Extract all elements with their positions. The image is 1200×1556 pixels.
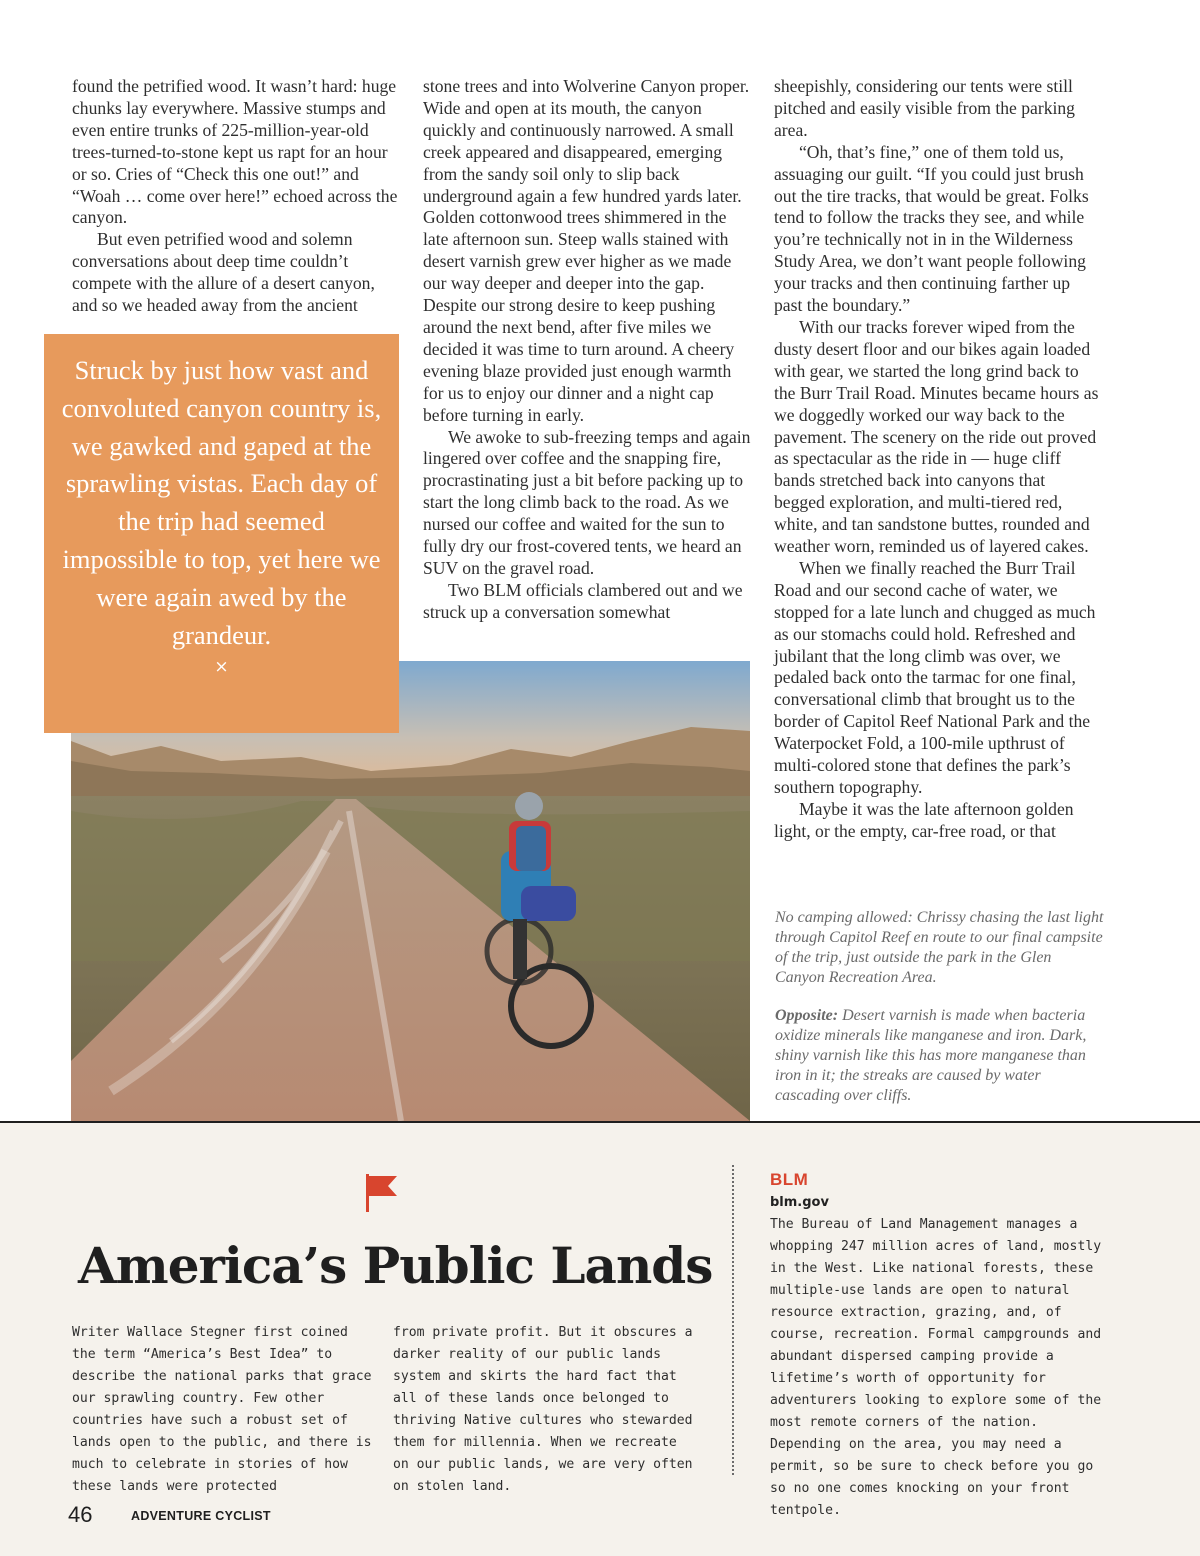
blm-heading: BLM (770, 1170, 809, 1189)
photo-captions (775, 908, 1105, 1124)
caption-main: No camping allowed: Chrissy chasing the last light through Capitol Reef en route to our final campsite of the trip, just outside the park in the Glen Canyon Recreation Area. (775, 909, 1104, 986)
sidebar-column-1 (72, 1322, 377, 1498)
article-column-3 (774, 76, 1100, 843)
paragraph: When we finally reached the Burr Trail Road and our second cache of water, we stopped for a late lunch and chugged as much as our stomachs could hold. Refreshed and jubilant that the long climb was over, we pedaled back onto the tarmac for one final, conversational climb that brought us to the border of Capitol Reef National Park and the Waterpocket Fold, a 100-mile upthrust of multi-colored stone that defines the park’s southern topography. (774, 557, 1096, 797)
blm-description: The Bureau of Land Management manages a whopping 247 million acres of land, mostly in the West. Like national forests, these multiple-use lands are open to natural resource extraction, grazing, and, of course, recreation. Formal campgrounds and abundant dispersed camping provide a lifetime’s worth of opportunity for adventurers looking to explore some of the most remote corners of the nation. Depending on the area, you may need a permit, so be sure to check before you go so no one comes knocking on your front tentpole. (770, 1217, 1102, 1518)
caption-text: Desert varnish is made when bacteria oxidize minerals like manganese and iron. Dark, shiny varnish like this has more manganese than iron in it; the streaks are caused by water cascading over cliffs. (775, 1007, 1087, 1104)
close-icon: × (214, 657, 229, 678)
paragraph: stone trees and into Wolverine Canyon proper. Wide and open at its mouth, the canyon quickly and continuously narrowed. A small creek appeared and disappeared, emerging from the sandy soil only to slip back underground again a few hundred yards later. Golden cottonwood trees shimmered in the late afternoon sun. Steep walls stained with desert varnish grew ever higher as we made our way deeper and deeper into the gap. Despite our strong desire to keep pushing around the next bend, after five miles we decided it was time to turn around. A cheery evening blaze provided just enough warmth for us to enjoy our dinner and a night cap before turning in early. (423, 76, 750, 425)
sidebar-title: America’s Public Lands (78, 1236, 713, 1295)
dotted-divider (732, 1165, 734, 1475)
paragraph: “Oh, that’s fine,” one of them told us, assuaging our guilt. “If you could just brush out the tire tracks, that would be great. Folks tend to follow the tracks they see, and while you’re technically not in in the Wilderness Study Area, we don’t want people following your tracks and then continuing farther up past the boundary.” (774, 141, 1089, 316)
flag-icon (364, 1172, 400, 1214)
pull-quote (44, 334, 399, 733)
page-number: 46 (68, 1502, 93, 1527)
paragraph: sheepishly, considering our tents were still pitched and easily visible from the parking area. (774, 76, 1075, 140)
magazine-name: ADVENTURE CYCLIST (131, 1509, 271, 1523)
pull-quote-text: Struck by just how vast and convoluted canyon country is, we gawked and gaped at the sprawling vistas. Each day of the trip had seemed impossible to top, yet here we were again awed by the grandeur. (61, 355, 382, 650)
paragraph: With our tracks forever wiped from the dusty desert floor and our bikes again loaded with gear, we started the long grind back to the Burr Trail Road. Minutes became hours as we doggedly worked our way back to the pavement. The scenery on the ride out proved as spectacular as the ride in — huge cliff bands stretched back into canyons that begged exploration, and multi-tiered red, white, and tan sandstone buttes, rounded and weather worn, reminded us of layered cakes. (774, 316, 1099, 557)
article-column-2 (423, 76, 751, 624)
caption-label: Opposite: (775, 1007, 839, 1024)
paragraph: found the petrified wood. It wasn’t hard: huge chunks lay everywhere. Massive stumps and even entire trunks of 225-million-year-old trees-turned-to-stone kept us rapt for an hour or so. Cries of “Check this one out!” and “Woah … come over here!” echoed across the canyon. (72, 76, 398, 228)
paragraph: But even petrified wood and solemn conversations about deep time couldn’t compete with the allure of a desert canyon, and so we headed away from the ancient (72, 229, 375, 316)
paragraph: Maybe it was the late afternoon golden light, or the empty, car-free road, or that (774, 798, 1074, 841)
sidebar-column-2 (393, 1322, 698, 1498)
caption-opposite (775, 1006, 1105, 1106)
paragraph: Writer Wallace Stegner first coined the term “America’s Best Idea” to describe the national parks that grace our sprawling country. Few other countries have such a robust set of lands open to the public, and there is much to celebrate in stories of how these lands were protected (72, 1325, 372, 1494)
paragraph: We awoke to sub-freezing temps and again lingered over coffee and the snapping fire, procrastinating just a bit before packing up to start the long climb back to the road. As we nursed our coffee and waited for the sun to fully dry our frost-covered tents, we heard an SUV on the gravel road. (423, 426, 751, 578)
blm-url: blm.gov (770, 1195, 829, 1210)
blm-entry (770, 1168, 1110, 1522)
paragraph: Two BLM officials clambered out and we struck up a conversation somewhat (423, 579, 743, 622)
article-column-1 (72, 76, 398, 317)
paragraph: from private profit. But it obscures a darker reality of our public lands system and skirts the hard fact that all of these lands once belonged to thriving Native cultures who stewarded them for millennia. When we recreate on our public lands, we are very often on stolen land. (393, 1325, 693, 1494)
